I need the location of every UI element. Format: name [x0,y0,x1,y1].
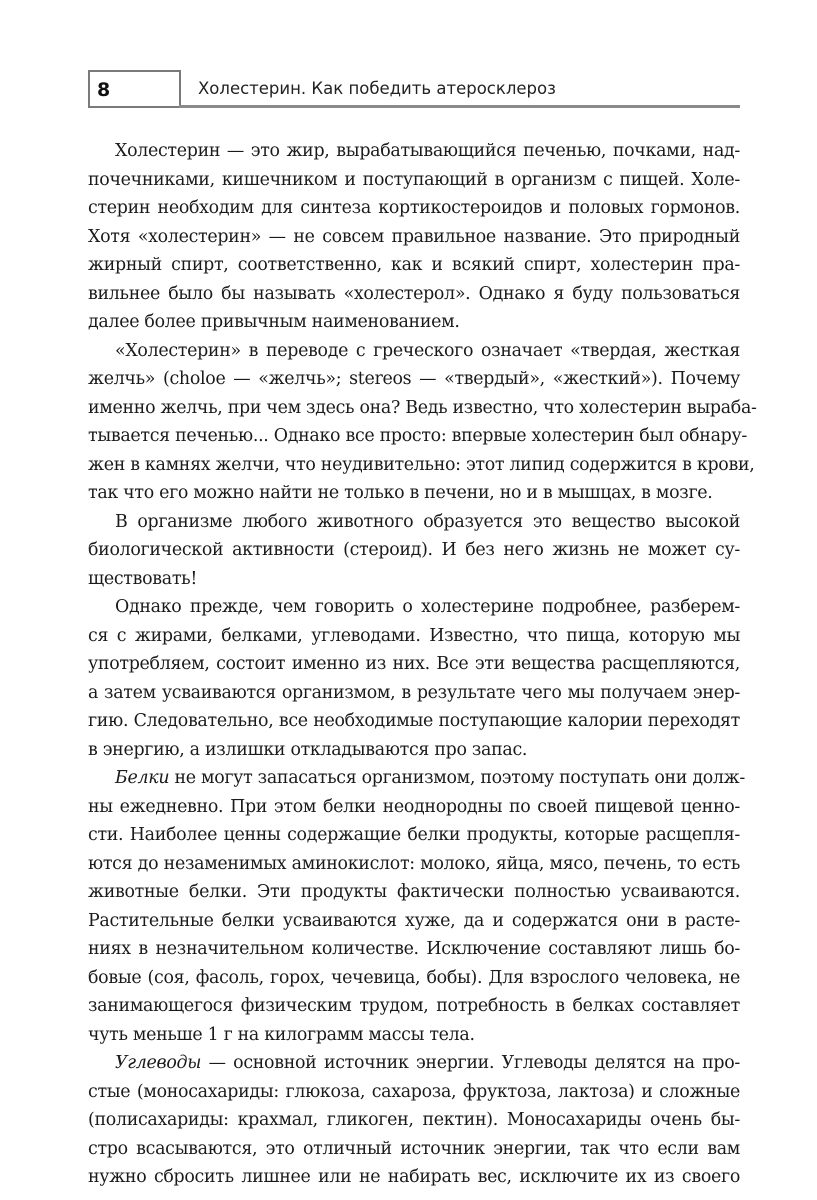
line-text: не могут запасаться организмом, поэтому поступать они долж- [169,768,745,788]
italic-term: Белки [115,768,170,788]
paragraph [88,337,757,508]
running-header [88,70,740,110]
text-line: тывается печенью... Однако все просто: впервые холестерин был обнару- [88,426,748,446]
paragraph [88,764,745,1049]
header-rule [179,105,740,108]
body-text [88,137,757,1192]
text-line: биологической активности (стероид). И без него жизнь не может су- [88,540,740,560]
text-line: сти. Наиболее ценны содержащие белки продукты, которые расщепля- [88,825,740,845]
text-line: употребляем, состоит именно из них. Все эти вещества расщепляются, [88,654,740,674]
text-line: стерин необходим для синтеза кортикостероидов и половых гормонов. [88,198,740,218]
text-line: далее более привычным наименованием. [88,312,460,332]
line-text: — основной источник энергии. Углеводы делятся на про- [201,1053,740,1073]
text-line: жен в камнях желчи, что неудивительно: этот липид содержится в крови, [88,454,755,475]
text-line: (полисахариды: крахмал, гликоген, пектин). Моносахариды очень бы- [88,1110,740,1130]
text-line: жирный спирт, соответственно, как и всякий спирт, холестерин пра- [88,255,740,275]
paragraph [88,1049,740,1192]
paragraph [88,137,740,337]
page-number: 8 [97,79,111,101]
text-line: гию. Следовательно, все необходимые поступающие калории переходят [88,711,740,731]
text-line: бовые (соя, фасоль, горох, чечевица, бобы). Для взрослого человека, не [88,967,740,988]
paragraph [88,508,740,594]
text-line: ся с жирами, белками, углеводами. Известно, что пища, которую мы [88,625,740,646]
text-line: именно желчь, при чем здесь она? Ведь известно, что холестерин выраба- [88,397,757,418]
text-line: Растительные белки усваиваются хуже, да и содержатся они в расте- [88,910,740,931]
text-line: а затем усваиваются организмом, в результате чего мы получаем энер- [88,682,740,703]
text-line: занимающегося физическим трудом, потребность в белках составляет [88,996,740,1016]
text-line: Хотя «холестерин» — не совсем правильное название. Это природный [88,226,740,247]
text-line: так что его можно найти не только в печени, но и в мышцах, в мозге. [88,483,713,503]
text-line: в энергию, а излишки откладываются про запас. [88,739,528,760]
text-line: ны ежедневно. При этом белки неоднородны по своей пищевой ценно- [88,796,740,817]
text-line: ществовать! [88,568,198,589]
text-line: Холестерин — это жир, вырабатывающийся печенью, почками, над- [115,141,740,161]
text-line: «Холестерин» в переводе с греческого означает «твердая, жесткая [115,340,740,361]
page-number-box [88,70,181,108]
text-line: желчь» (choloe — «желчь»; stereos — «твердый», «жесткий»). Почему [88,369,740,389]
italic-term: Углеводы [115,1053,202,1073]
text-line: почечниками, кишечником и поступающий в организм с пищей. Холе- [88,169,740,190]
text-line: животные белки. Эти продукты фактически полностью усваиваются. [88,882,740,902]
text-line: ниях в незначительном количестве. Исключение составляют лишь бо- [88,939,740,959]
text-line: нужно сбросить лишнее или не набирать вес, исключите их из своего [88,1167,740,1187]
text-line: стые (моносахариды: глюкоза, сахароза, фруктоза, лактоза) и сложные [88,1081,740,1102]
text-line: стро всасываются, это отличный источник энергии, так что если вам [88,1138,740,1159]
text-line: ются до незаменимых аминокислот: молоко, яйца, мясо, печень, то есть [88,853,740,874]
text-line: В организме любого животного образуется это вещество высокой [115,511,740,532]
paragraph [88,593,740,764]
text-line: Однако прежде, чем говорить о холестерине подробнее, разберем- [115,597,740,617]
text-line [88,764,745,793]
text-line: вильнее было бы называть «холестерол». Однако я буду пользоваться [88,283,740,304]
running-title: Холестерин. Как победить атеросклероз [198,79,556,98]
text-line: чуть меньше 1 г на килограмм массы тела. [88,1024,475,1045]
text-line [88,1049,740,1078]
